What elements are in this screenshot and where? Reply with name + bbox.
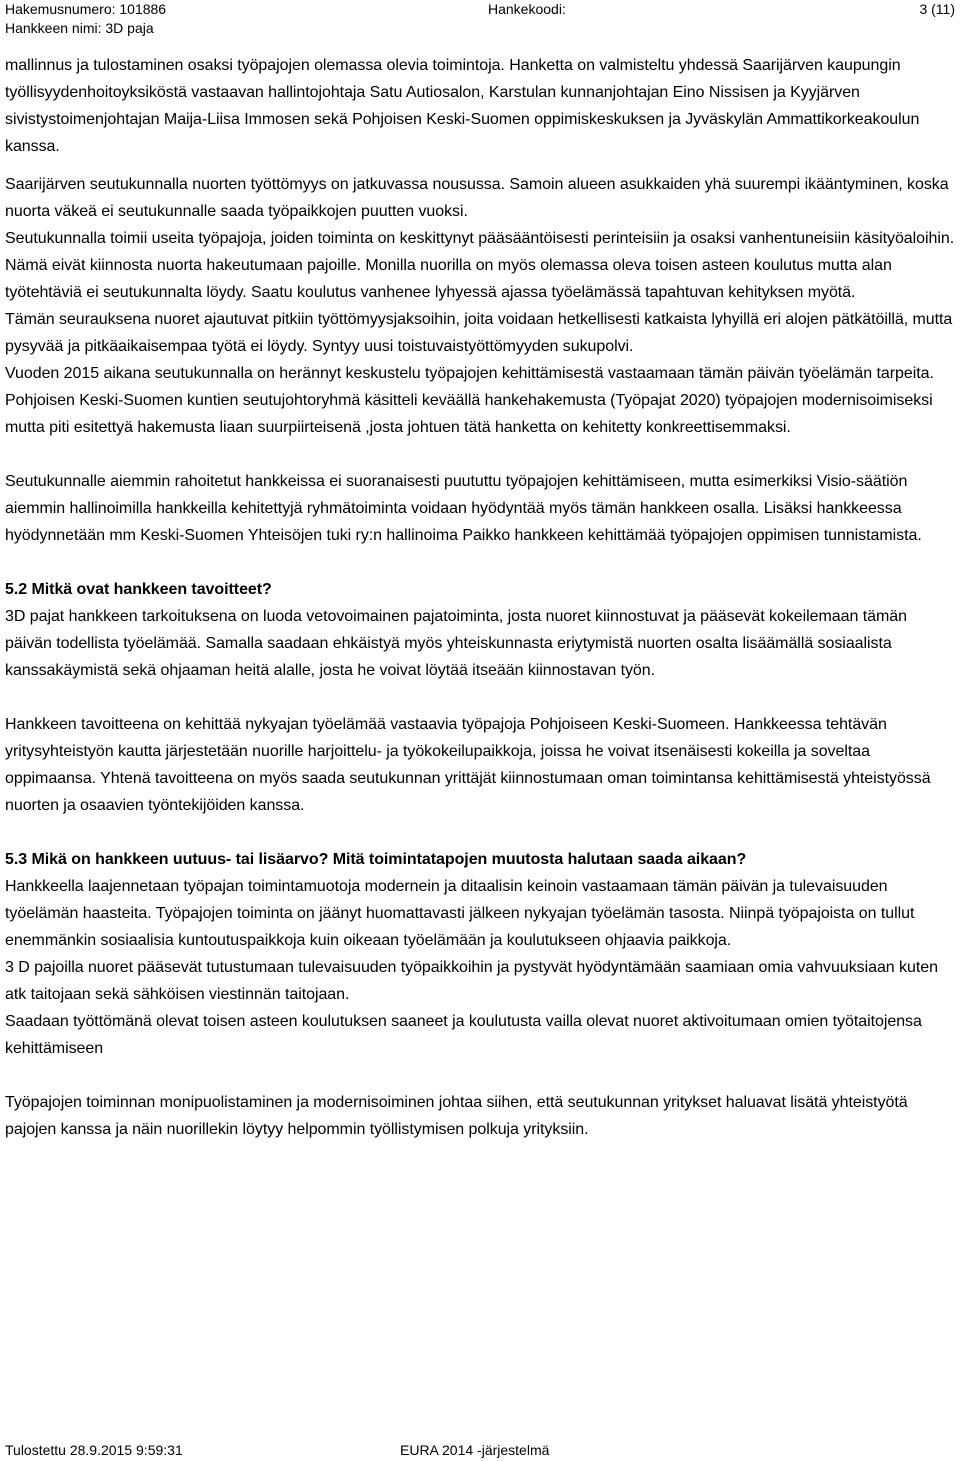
section-heading-5-3: 5.3 Mikä on hankkeen uutuus- tai lisäarvo? Mitä toimintatapojen muutosta halutaan saada aikaan? [5,851,747,868]
section-heading-5-2: 5.2 Mitkä ovat hankkeen tavoitteet? [5,581,272,598]
project-code: Hankekoodi: [488,1,566,17]
document-body [5,52,957,1143]
project-name: Hankkeen nimi: 3D paja [5,20,154,36]
paragraph-3d-workshops: 3 D pajoilla nuoret pääsevät tutustumaan tulevaisuuden työpaikkoihin ja pystyvät hyödyntämään saamiaan omia vahvuuksiaan kuten atk taitojaan sekä sähköisen viestinnän taitojaan. [5,959,938,1003]
application-number: Hakemusnumero: 101886 [5,1,167,17]
paragraph-youth-unemployment: Saarijärven seutukunnalla nuorten työttömyys on jatkuvassa nousussa. Samoin alueen asukkaiden yhä suurempi ikääntyminen, koska nuorta väkeä ei seutukunnalle saada työpaikkojen puutten vuoksi. [5,176,949,220]
system-name: EURA 2014 -järjestelmä [400,1442,550,1458]
intro-paragraph: mallinnus ja tulostaminen osaksi työpajojen olemassa olevia toimintoja. Hanketta on valmisteltu yhdessä Saarijärven kaupungin työllisyydenhoitoyksiköstä vastaavan hallintojohtaja Satu Autiosalon, Karstulan kunnanjohtajan Eino Nissisen ja Kyyjärven sivistystoimenjohtajan Maija-Liisa Immosen sekä Pohjoisen Keski-Suomen oppimiskeskuksen ja Jyväskylän Ammattikorkeakoulun kanssa. [5,57,920,155]
paragraph-2015-discussion: Vuoden 2015 aikana seutukunnalla on herännyt keskustelu työpajojen kehittämisestä vastaamaan tämän päivän työelämän tarpeita. [5,365,934,382]
paragraph-steering-group: Pohjoisen Keski-Suomen kuntien seutujohtoryhmä käsitteli keväällä hankehakemusta (Työpajat 2020) työpajojen modernisoimiseksi mutta piti esitettyä hakemusta liaan suurpiirteisenä ,josta johtuen tätä hanketta on kehitetty konkreettisemmaksi. [5,392,933,436]
paragraph-goal: Hankkeen tavoitteena on kehittää nykyajan työelämää vastaavia työpajoja Pohjoiseen Keski-Suomeen. Hankkeessa tehtävän yritysyhteistyön kautta järjestetään nuorille harjoittelu- ja työkokeilupaikkoja, joissa he voivat itsenäisesti kokeilla ja soveltaa oppimaansa. Yhtenä tavoitteena on myös saada seutukunnan yrittäjät kiinnostumaan oman toimintansa kehittämisestä yhteistyössä nuorten ja osaavien työntekijöiden kanssa. [5,716,931,814]
paragraph-activation: Saadaan työttömänä olevat toisen asteen koulutuksen saaneet ja koulutusta vailla olevat nuoret aktivoitumaan omien työtaitojensa kehittämiseen [5,1013,922,1057]
printed-timestamp: Tulostettu 28.9.2015 9:59:31 [5,1442,183,1458]
paragraph-purpose: 3D pajat hankkeen tarkoituksena on luoda vetovoimainen pajatoiminta, josta nuoret kiinnostuvat ja pääsevät kokeilemaan tämän päivän todellista työelämää. Samalla saadaan ehkäistyä myös yhteiskunnasta eriytymistä nuorten osalta lisäämällä sosiaalista kanssakäymistä sekä ohjaaman heitä alalle, josta he voivat löytää itseään kiinnostavan työn. [5,608,907,679]
page-header [5,0,955,38]
paragraph-previous-projects: Seutukunnalle aiemmin rahoitetut hankkeissa ei suoranaisesti puututtu työpajojen kehittämiseen, mutta esimerkiksi Visio-säätiön aiemmin hallinoimilla hankkeilla kehitettyjä ryhmätoiminta voidaan hyödyntää myös tämän hankkeen osalla. Lisäksi hankkeessa hyödynnetään mm Keski-Suomen Yhteisöjen tuki ry:n hallinoima Paikko hankkeen kehittämää työpajojen oppimisen tunnistamista. [5,473,922,544]
paragraph-workshops: Seutukunnalla toimii useita työpajoja, joiden toiminta on keskittynyt pääsääntöisesti perinteisiin ja osaksi vanhentuneisiin käsityöaloihin. Nämä eivät kiinnosta nuorta hakeutumaan pajoille. Monilla nuorilla on myös olemassa oleva toisen asteen koulutus mutta alan työtehtäviä ei seutukunnalta löydy. Saatu koulutus vanhenee lyhyessä ajassa työelämässä tapahtuvan kehityksen myötä. [5,230,955,301]
page-number: 3 (11) [919,1,955,17]
paragraph-extension: Hankkeella laajennetaan työpajan toimintamuotoja modernein ja ditaalisin keinoin vastaamaan tämän päivän ja tulevaisuuden työelämän haasteita. Työpajojen toiminta on jäänyt huomattavasti jälkeen nykyajan työelämän tasosta. Niinpä työpajoista on tullut enemmänkin sosiaalisia kuntoutuspaikkoja kuin oikeaan työelämään ja koulutukseen ohjaavia paikkoja. [5,878,915,949]
paragraph-consequences: Tämän seurauksena nuoret ajautuvat pitkiin työttömyysjaksoihin, joita voidaan hetkellisesti katkaista lyhyillä eri alojen pätkätöillä, mutta pysyvää ja pitkäaikaisempaa työtä ei löydy. Syntyy uusi toistuvaistyöttömyyden sukupolvi. [5,311,953,355]
paragraph-modernisation: Työpajojen toiminnan monipuolistaminen ja modernisoiminen johtaa siihen, että seutukunnan yritykset haluavat lisätä yhteistyötä pajojen kanssa ja näin nuorillekin löytyy helpommin työllistymisen polkuja yrityksiin. [5,1094,908,1138]
